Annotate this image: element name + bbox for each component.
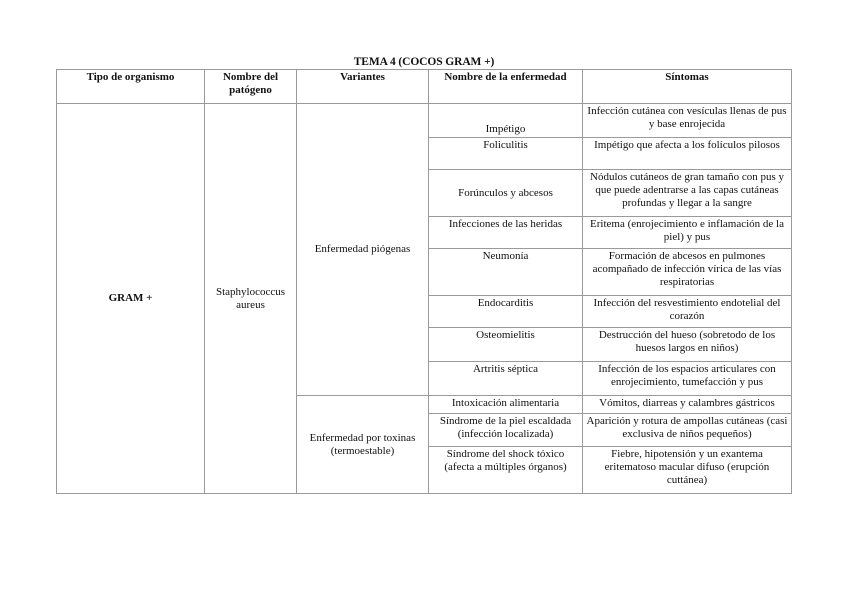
page-title: TEMA 4 (COCOS GRAM +) bbox=[353, 56, 495, 68]
symptoms-cell: Nódulos cutáneos de gran tamaño con pus y que puede adentrarse a las capas cutáneas profundas y llegar a la sangre bbox=[583, 170, 792, 217]
disease-cell: Intoxicación alimentaria bbox=[429, 396, 583, 414]
variant-pyogenic-cell: Enfermedad piógenas bbox=[297, 104, 429, 396]
symptoms-cell: Formación de abcesos en pulmones acompañado de infección vírica de las vías respiratorias bbox=[583, 249, 792, 296]
disease-cell: Neumonía bbox=[429, 249, 583, 296]
header-row bbox=[57, 70, 792, 104]
disease-cell: Foliculitis bbox=[429, 138, 583, 170]
symptoms-cell: Impétigo que afecta a los folículos pilosos bbox=[583, 138, 792, 170]
symptoms-cell: Vómitos, diarreas y calambres gástricos bbox=[583, 396, 792, 414]
header-variants: Variantes bbox=[297, 70, 429, 104]
symptoms-cell: Eritema (enrojecimiento e inflamación de la piel) y pus bbox=[583, 217, 792, 249]
disease-cell: Infecciones de las heridas bbox=[429, 217, 583, 249]
symptoms-cell: Fiebre, hipotensión y un exantema eritematoso macular difuso (erupción cuttánea) bbox=[583, 447, 792, 494]
header-pathogen: Nombre del patógeno bbox=[205, 70, 297, 104]
header-symptoms: Síntomas bbox=[583, 70, 792, 104]
table-row bbox=[57, 104, 792, 138]
disease-cell: Endocarditis bbox=[429, 296, 583, 328]
disease-cell: Forúnculos y abcesos bbox=[429, 170, 583, 217]
symptoms-cell: Infección del resvestimiento endotelial del corazón bbox=[583, 296, 792, 328]
header-organism-type: Tipo de organismo bbox=[57, 70, 205, 104]
header-disease: Nombre de la enfermedad bbox=[429, 70, 583, 104]
disease-table bbox=[56, 69, 792, 494]
symptoms-cell: Destrucción del hueso (sobretodo de los huesos largos en niños) bbox=[583, 328, 792, 362]
symptoms-cell: Infección de los espacios articulares con enrojecimiento, tumefacción y pus bbox=[583, 362, 792, 396]
pathogen-cell: Staphylococcus aureus bbox=[205, 104, 297, 494]
organism-type-cell: GRAM + bbox=[57, 104, 205, 494]
disease-cell: Impétigo bbox=[429, 104, 583, 138]
disease-cell: Artritis séptica bbox=[429, 362, 583, 396]
disease-cell: Osteomielitis bbox=[429, 328, 583, 362]
symptoms-cell: Infección cutánea con vesículas llenas de pus y base enrojecida bbox=[583, 104, 792, 138]
disease-cell: Síndrome del shock tóxico (afecta a múltiples órganos) bbox=[429, 447, 583, 494]
symptoms-cell: Aparición y rotura de ampollas cutáneas (casi exclusiva de niños pequeños) bbox=[583, 414, 792, 447]
variant-toxins-cell: Enfermedad por toxinas (termoestable) bbox=[297, 396, 429, 494]
disease-cell: Síndrome de la piel escaldada (infección localizada) bbox=[429, 414, 583, 447]
